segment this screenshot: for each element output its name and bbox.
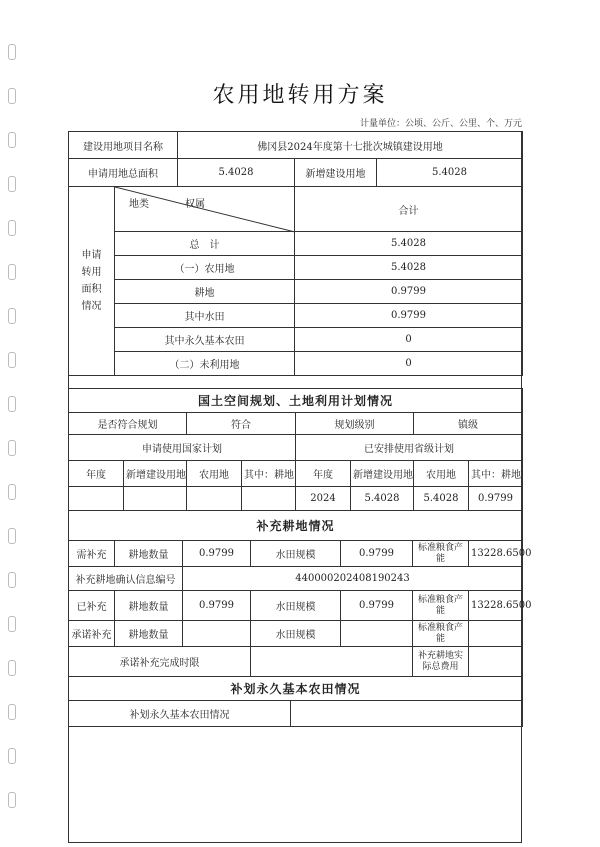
binder-mark bbox=[8, 220, 16, 236]
cost-label: 补充耕地实际总费用 bbox=[413, 647, 469, 677]
provincial-cell: 5.4028 bbox=[351, 487, 414, 511]
promise-arable-value bbox=[183, 621, 251, 647]
apply-table bbox=[68, 131, 523, 376]
plan-header: 农用地 bbox=[187, 461, 242, 487]
apply-row-label: 总 计 bbox=[115, 232, 295, 256]
apply-row-total: 0.9799 bbox=[295, 280, 523, 304]
binder-mark bbox=[8, 660, 16, 676]
cost-value bbox=[469, 647, 523, 677]
need-grain-value: 13228.6500 bbox=[469, 541, 523, 567]
plan-header: 其中：耕地 bbox=[242, 461, 296, 487]
arable-label: 耕地数量 bbox=[115, 621, 183, 647]
provincial-cell: 0.9799 bbox=[469, 487, 523, 511]
units-note: 计量单位：公顷、公斤、公里、个、万元 bbox=[359, 119, 522, 129]
done-label: 已补充 bbox=[69, 591, 115, 621]
apply-row-label: 其中水田 bbox=[115, 304, 295, 328]
need-paddy-value: 0.9799 bbox=[341, 541, 413, 567]
apply-side-label: 申请转用面积情况 bbox=[69, 187, 115, 376]
binder-mark bbox=[8, 616, 16, 632]
project-name-value: 佛冈县2024年度第十七批次城镇建设用地 bbox=[178, 132, 523, 159]
apply-row-total: 5.4028 bbox=[295, 256, 523, 280]
done-paddy-value: 0.9799 bbox=[341, 591, 413, 621]
conform-value: 符合 bbox=[187, 413, 296, 435]
arable-label: 耕地数量 bbox=[115, 591, 183, 621]
binder-mark bbox=[8, 704, 16, 720]
binder-mark bbox=[8, 484, 16, 500]
provincial-cell: 5.4028 bbox=[414, 487, 469, 511]
total-area-value: 5.4028 bbox=[178, 159, 295, 187]
binder-mark bbox=[8, 572, 16, 588]
paddy-label: 水田规模 bbox=[251, 541, 341, 567]
binder-mark bbox=[8, 176, 16, 192]
grain-label: 标准粮食产能 bbox=[413, 541, 469, 567]
apply-row-total: 0 bbox=[295, 352, 523, 376]
binder-mark bbox=[8, 44, 16, 60]
plan-header: 年度 bbox=[69, 461, 124, 487]
plan-level-value: 镇级 bbox=[414, 413, 523, 435]
done-grain-value: 13228.6500 bbox=[469, 591, 523, 621]
diagonal-header bbox=[115, 187, 295, 232]
done-arable-value: 0.9799 bbox=[183, 591, 251, 621]
national-plan-label: 申请使用国家计划 bbox=[69, 435, 296, 461]
promise-label: 承诺补充 bbox=[69, 621, 115, 647]
promise-grain-value bbox=[469, 621, 523, 647]
new-construction-label: 新增建设用地 bbox=[295, 159, 377, 187]
diag-right-label: 权属 bbox=[185, 199, 205, 210]
apply-row-label: 其中永久基本农田 bbox=[115, 328, 295, 352]
paddy-label: 水田规模 bbox=[251, 591, 341, 621]
apply-row-label: 耕地 bbox=[115, 280, 295, 304]
binder-mark bbox=[8, 396, 16, 412]
grain-label: 标准粮食产能 bbox=[413, 591, 469, 621]
planning-section-title: 国土空间规划、土地利用计划情况 bbox=[69, 389, 523, 413]
binder-mark bbox=[8, 528, 16, 544]
confirm-number-label: 补充耕地确认信息编号 bbox=[69, 567, 183, 591]
plan-header: 新增建设用地 bbox=[351, 461, 414, 487]
need-arable-value: 0.9799 bbox=[183, 541, 251, 567]
apply-row-label: （二）未利用地 bbox=[115, 352, 295, 376]
farmland-table bbox=[68, 676, 523, 727]
binder-mark bbox=[8, 308, 16, 324]
plan-header: 农用地 bbox=[414, 461, 469, 487]
binder-mark bbox=[8, 132, 16, 148]
project-name-label: 建设用地项目名称 bbox=[69, 132, 178, 159]
diag-left-label: 地类 bbox=[129, 199, 149, 210]
binder-mark bbox=[8, 352, 16, 368]
grain-label: 标准粮食产能 bbox=[413, 621, 469, 647]
col-total-header: 合计 bbox=[295, 187, 523, 232]
binder-mark bbox=[8, 264, 16, 280]
arable-label: 耕地数量 bbox=[115, 541, 183, 567]
promise-paddy-value bbox=[341, 621, 413, 647]
deadline-label: 承诺补充完成时限 bbox=[69, 647, 251, 677]
page-title: 农用地转用方案 bbox=[212, 83, 388, 108]
national-cell bbox=[69, 487, 124, 511]
planning-table bbox=[68, 388, 523, 511]
farmland-row-value bbox=[291, 701, 523, 727]
national-cell bbox=[242, 487, 296, 511]
provincial-plan-label: 已安排使用省级计划 bbox=[296, 435, 523, 461]
apply-row-total: 5.4028 bbox=[295, 232, 523, 256]
farmland-row-label: 补划永久基本农田情况 bbox=[69, 701, 291, 727]
plan-header: 其中：耕地 bbox=[469, 461, 523, 487]
binder-mark bbox=[8, 440, 16, 456]
paddy-label: 水田规模 bbox=[251, 621, 341, 647]
apply-row-label: （一）农用地 bbox=[115, 256, 295, 280]
national-cell bbox=[187, 487, 242, 511]
total-area-label: 申请用地总面积 bbox=[69, 159, 178, 187]
need-label: 需补充 bbox=[69, 541, 115, 567]
national-cell bbox=[124, 487, 187, 511]
apply-row-total: 0 bbox=[295, 328, 523, 352]
provincial-cell: 2024 bbox=[296, 487, 351, 511]
plan-header: 新增建设用地 bbox=[124, 461, 187, 487]
conform-label: 是否符合规划 bbox=[69, 413, 187, 435]
supplement-table bbox=[68, 510, 532, 677]
plan-header: 年度 bbox=[296, 461, 351, 487]
apply-row-total: 0.9799 bbox=[295, 304, 523, 328]
plan-level-label: 规划级别 bbox=[296, 413, 414, 435]
supplement-section-title: 补充耕地情况 bbox=[69, 511, 523, 541]
deadline-value bbox=[251, 647, 413, 677]
farmland-section-title: 补划永久基本农田情况 bbox=[69, 677, 523, 701]
confirm-number-value: 440000202408190243 bbox=[183, 567, 523, 591]
binder-mark bbox=[8, 748, 16, 764]
binder-mark bbox=[8, 792, 16, 808]
new-construction-value: 5.4028 bbox=[377, 159, 523, 187]
